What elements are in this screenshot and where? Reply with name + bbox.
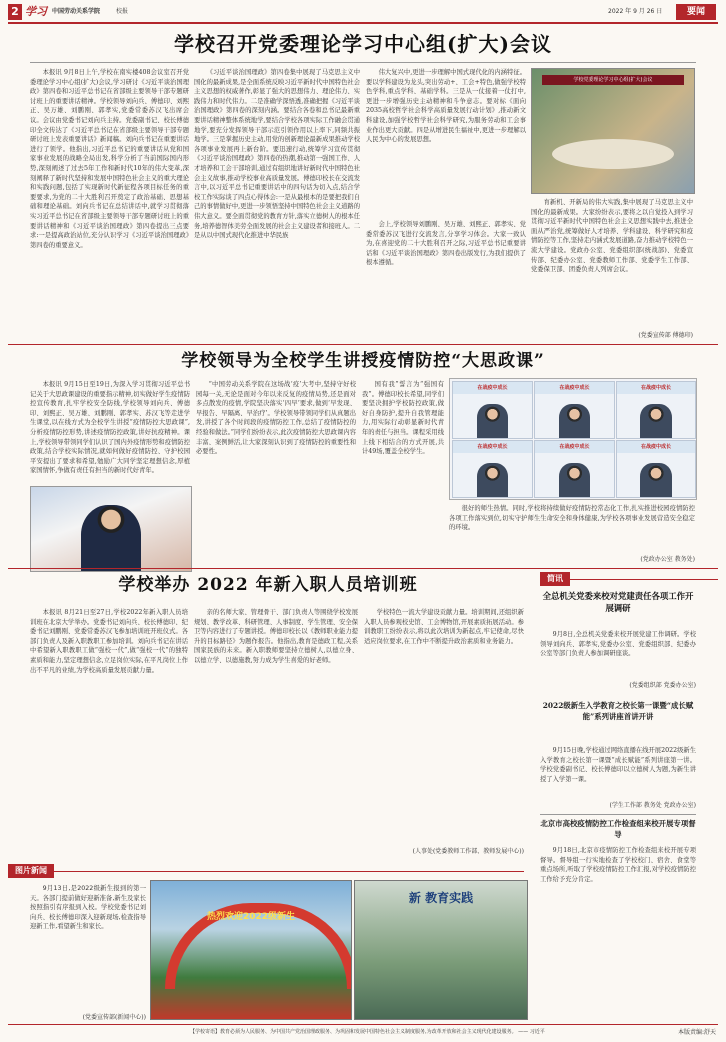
photo-news-text [30, 884, 146, 1014]
article2-col3 [362, 380, 444, 562]
article2-signature: (党政办公室 教务处) [640, 556, 695, 563]
grid-cell-3 [616, 381, 696, 439]
article1-title: 学校召开党委理论学习中心组(扩大)会议 [174, 32, 552, 56]
lecture-photo [30, 486, 192, 572]
grid-banner-6: 在战疫中成长 [617, 441, 695, 453]
sidebar-rule [570, 579, 718, 580]
article3-signature: (人事处(党委教师工作部、教师发展中心)) [412, 848, 524, 855]
article3-col2-text: 亲的名师大家、管理骨干、部门负责人等围绕学校发展规划、教学改革、科研管理、人事制度、学生管理、安全保卫等内容进行了专题讲授。傅德印校长以《教师职业能力提升的目标路径》为题作报告。他指出,教育是德政工程,关系国家民族的未来。新入职教师要坚持立德树人,以德立身、以德立学、以德施教,努力成为学生喜爱的好老师。 [194, 609, 358, 664]
divider-2 [8, 568, 718, 569]
sidebar-news1-title: 全总机关党委来校对党建责任各项工作开展调研 [542, 591, 694, 613]
article1-col4-text: 育新机、开新局的伟大实践,集中展现了马克思主义中国化的最新成果。大家纷纷表示,要将之以自觉投入到学习贯彻习近平新时代中国特色社会主义思想实践中去,推进全面从严治党,统筹做好人才培养、学科建设、科学研究和疫情防控等工作,坚持走内涵式发展道路,奋力推动学校特色一流大学建设。党政办公室、党委组织部(统战部)、党委宣传部、纪委办公室、党委教师工作部、党委学生工作部、党委保卫部、团委负责人列席会议。 [531, 199, 693, 274]
photo-news-paragraph: 9月13日,是2022级新生报到的第一天。各部门提前做好迎新准备,新生及家长按照指引有序报到入校。学校党委书记刘向兵、校长傅德印深入迎新现场,检查指导迎新工作,看望新生和家长。 [30, 885, 146, 931]
sidebar-news1-paragraph: 9月8日,全总机关党委来校开展党建工作调研。学校领导刘向兵、郭孝实,党委办公室、党委组织部、纪委办公室等部门负责人参加调研座谈。 [540, 631, 696, 658]
sidebar-news2-title: 2022级新生入学教育之校长第一课暨“成长赋能”系列讲座首讲开讲 [542, 701, 694, 721]
checkin-photo [354, 880, 528, 1020]
lecturer [81, 505, 141, 571]
grid-cell-4 [452, 440, 533, 498]
grid-face-2 [559, 404, 591, 438]
grid-banner-1: 在战疫中成长 [453, 382, 532, 394]
grid-banner-5: 在战疫中成长 [535, 441, 614, 453]
article2-col3-text: 国有我”誓言为“强国有我”。傅德印校长希望,同学们要坚决拥护学校防控政策,做好自身防护,提升自我管理能力,用实际行动彰显新时代青年的责任与担当。课程采用线上线下相结合的方式开展,共计49场,覆盖全校学生。 [362, 381, 444, 456]
article1-col2-text: 《习近平谈治国理政》第四卷集中展现了马克思主义中国化的最新成果,是全面系统反映习近平新时代中国特色社会主义思想的权威著作,彰显了强大的思想伟力、理论伟力、实践伟力和时代伟力。二是准确学深悟透,准确把握《习近平谈治国理政》第四卷的深刻内涵。要结合各卷和总书记最新重要讲话精神整体系统地学,要结合学校各项实际工作融会贯通地学,要充分发挥领导干部示范引领作用以上率下,同频共振地学。三是掌握历史主动,用党的创新理论最新成果推动学校各项事业发展再上新台阶。要迅速行动,统筹学习宣传贯彻《习近平谈治国理政》第四卷的热潮,推动第一强国工作、人才培养和工会干部培训,通过有组织地讲好新时代中国特色社会主义故事,推动学校事业高质量发展。傅德印校长在交流发言中,以习近平总书记重要讲话中的四句话为切入点,结合学校工作实际谈了四点心得体会:一是从最根本的是要把我们自己的事情做好中,更进一步领悟坚持中国特色社会主义道路的伟大意义。要全面贯彻党的教育方针,落实立德树人的根本任务,培养德智体美劳全面发展的社会主义建设者和接班人。二是从以中国式现代化推进中华民族 [194, 69, 360, 240]
article1-col3 [366, 68, 526, 216]
welcome-arch-text: 热烈欢迎2022级新生 [206, 912, 296, 922]
article2-col1-text: 本报讯 9月15日至19日,为深入学习贯彻习近平总书记关于大思政课建设的重要指示精神,切实做好学生疫情防控宣传教育,扎牢学校安全防线,学校领导刘向兵、傅德印、刘熙正、吴万雄、刘鹏刚、郭孝实、苏汉飞等走进学生课堂,以在线方式为全校学生讲授“疫情防控大思政课”,分析疫情防控形势,讲述疫情防控政策,讲好抗疫精神。课上,学校领导带领同学们认识了国内外疫情形势和疫情防控政策,结合学校实际情况,就如何做好疫情防控、守护校园平安提出了要求和希望,勉励广大同学坚定理想信念,厚植家国情怀,争做有责任有担当的新时代好青年。 [30, 381, 190, 475]
meeting-photo-banner: 学校党委理论学习中心组(扩大)会议 [542, 75, 684, 85]
article2-col4-text: 很好的师生热情。同时,学校将持续做好疫情防控常态化工作,扎实推进校园疫情防控各项工作落实到位,切实守护师生生命安全和身体健康,为学校各项事业发展营造安全稳定的环境。 [449, 505, 695, 532]
article2-col2 [196, 380, 356, 562]
issue-date: 2022 年 9 月 26 日 [608, 8, 663, 15]
section-name: 要闻 [676, 4, 716, 20]
grid-cell-1 [452, 381, 533, 439]
grid-banner-4: 在战疫中成长 [453, 441, 532, 453]
masthead-rule [8, 22, 718, 24]
paper-name: 中国劳动关系学院 [52, 8, 101, 15]
sidebar-news2-signature: (学生工作部 教务处 党政办公室) [609, 802, 696, 809]
sidebar-divider [540, 814, 696, 815]
article3-col3 [364, 608, 524, 836]
grid-banner-2: 在战疫中成长 [535, 382, 614, 394]
footer-editor: 本版责编:舒天 [677, 1029, 716, 1036]
grid-face-5 [559, 463, 591, 497]
online-class-grid-photo [449, 378, 697, 500]
photo-news-signature: (党委宣传部(新闻中心)) [82, 1014, 146, 1021]
masthead [8, 4, 718, 22]
article1-col1 [30, 68, 189, 336]
article2-col4 [449, 504, 695, 552]
sidebar-news2-paragraph: 9月15日晚,学校通过网络直播在线开展2022级新生入学教育之校长第一课暨“成长赋能”系列讲座第一讲。学校党委副书记、校长傅德印以立德树人为题,为新生讲授了入学第一课。 [540, 747, 696, 783]
checkin-sign: 新 教育实践 [408, 891, 474, 905]
article1-col2 [194, 68, 360, 336]
article2-col2-text: “中国劳动关系学院在这场战‘疫’大考中,坚持守好校园每一关,无论是面对今年以来反复的疫情局势,还是面对多点散发的疫情,学院坚决落实‘四早’要求,做到‘早发现、早报告、早隔离、早治疗’。学校领导带领同学们从真题出发,讲授了各个时间段的疫情防控工作,总结了疫情防控的经验和做法。”同学们纷纷表示,此次疫情防控大思政课内容丰富、案例鲜活,让大家深刻认识到了疫情防控的重要性和必要性。 [196, 381, 356, 456]
welcome-photo [150, 880, 352, 1020]
article1-col4 [531, 198, 693, 328]
sidebar-news1-text [540, 630, 696, 678]
article1-divider [30, 62, 696, 63]
article1-col1-text: 本报讯 9月8日上午,学校在南实楼408会议室召开党委理论学习中心组(扩大)会议,学习研讨《习近平谈治国理政》第四卷和习近平总书记在省部级主要领导干部专题研讨班上的重要讲话精神。学校领导刘向兵、傅德印、刘熙正、吴万雄、刘鹏刚、郭孝实,党委常委苏汉飞出席会议。会议由党委书记刘向兵主持。党委副书记、校长傅德印全文传达了《习近平总书记在省部级主要领导干部专题研讨班上发表重要讲话》新闻稿。刘向兵书记在重要讲话进行了领学。他指出,习近平总书记的重要讲话从党和国家事业发展的战略全局出发,科学分析了当前国际国内形势,深刻阐述了过去5年工作和新时代10年的伟大变革,深刻阐释了新时代坚持和发展中国特色社会主义的重大理论和实践问题,包括了实现新时代新征程各项目标任务的重要要求,为党的二十大胜利召开奠定了政治基础、思想基础和理论基础。刘向兵书记在总结讲话中,就学习贯彻落实习近平总书记在省部级主要领导干部专题研讨班上的重要讲话精神和《习近平谈治国理政》第四卷提出三点要求:一是提高政治站位,充分认识学习《习近平谈治国理政》第四卷的重要意义。 [30, 69, 189, 249]
paper-tag: 校报 [116, 8, 129, 15]
grid-cell-2 [534, 381, 615, 439]
sidebar-news3-text [540, 846, 696, 1016]
article3-title: 学校举办 2022 年新入职人员培训班 [118, 575, 418, 595]
article3-col2 [194, 608, 358, 858]
article1-col3-text: 伟大复兴中,更进一步理解中国式现代化的内涵特征。要以学科建设为龙头,突出劳动+、工会+特色,做强学校特色学科,重点学科、基础学科。三是从一仗接着一仗打中,更进一步增强历史主动精神和斗争意志。要对标《面向2035高校哲学社会科学高质量发展行动计划》,推动新文科建设,加强学校哲学社会科学研究,为服务劳动和工会事业作出更大贡献。四是从增进民生福祉中,更进一步理解以人民为中心的发展思想。 [366, 69, 526, 144]
sidebar-news3-title: 北京市高校疫情防控工作检查组来校开展专项督导 [540, 819, 696, 839]
article3-col1 [30, 608, 188, 858]
grid-face-3 [640, 404, 671, 438]
sidebar-news3-paragraph: 9月18日,北京市疫情防控工作检查组来校开展专项督导。督导组一行实地检查了学校校门、宿舍、食堂等重点场所,听取了学校疫情防控工作汇报,对学校疫情防控工作给予充分肯定。 [540, 847, 696, 883]
grid-face-4 [477, 463, 509, 497]
meeting-photo [531, 68, 695, 194]
logo-text: 学习 [25, 5, 47, 18]
sidebar-news2-text [540, 746, 696, 798]
divider-1 [8, 344, 718, 345]
grid-cell-5 [534, 440, 615, 498]
photo-news-label: 图片新闻 [8, 864, 54, 878]
photo-news-rule [54, 871, 524, 872]
article1-col3b: 会上,学校领导刘鹏刚、吴万雄、刘熙正、郭孝实、党委常委苏汉飞进行交流发言,分享学习体会。大家一致认为,在喜迎党的二十大胜利召开之际,习近平总书记重要讲话和《习近平谈治国理政》第四卷出版发行,为我们提供了根本遵循。 [366, 221, 526, 267]
grid-cell-6 [616, 440, 696, 498]
sidebar-news1-signature: (党委组织部 党委办公室) [629, 682, 696, 689]
page-number: 2 [8, 4, 22, 20]
grid-face-6 [640, 463, 671, 497]
article3-col1-text: 本报讯 8月21日至27日,学校2022年新入职人员培训班在北京大学举办。党委书记刘向兵、校长傅德印、纪委书记刘鹏刚、党委常委苏汉飞参加培训班开班仪式。各部门负责人及新入职教职工参加培训。刘向兵书记在讲话中希望新入职教职工做“强校一代”,做“强校一代”的独特素质和能力,坚定理想信念,立足岗位实际,在平凡岗位上作出不平凡的业绩,为学校高质量发展贡献力量。 [30, 609, 188, 674]
article2-title: 学校领导为全校学生讲授疫情防控“大思政课” [181, 351, 545, 371]
meeting-table [552, 139, 674, 169]
sidebar-label: 简讯 [540, 572, 570, 586]
article1-signature: (党委宣传部 傅德印) [638, 332, 693, 339]
grid-banner-3: 在战疫中成长 [617, 382, 695, 394]
footer-rule [8, 1024, 718, 1025]
footer-quote: 【学校寄语】教育必须为人民服务、为中国共产党治国理政服务、为巩固和发展中国特色社会主义制度服务,为改革开放和社会主义现代化建设服务。 —— 习近平 [190, 1029, 545, 1035]
article3-col3-text: 学校特色一流大学建设贡献力量。培训期间,还组织新入职人员参观校史馆、工会博物馆,开展素质拓展活动。参训教职工纷纷表示,将以此次培训为新起点,牢记使命,尽快适应岗位要求,在工作中不断提升政治素质和业务能力。 [364, 609, 524, 645]
grid-face-1 [477, 404, 509, 438]
